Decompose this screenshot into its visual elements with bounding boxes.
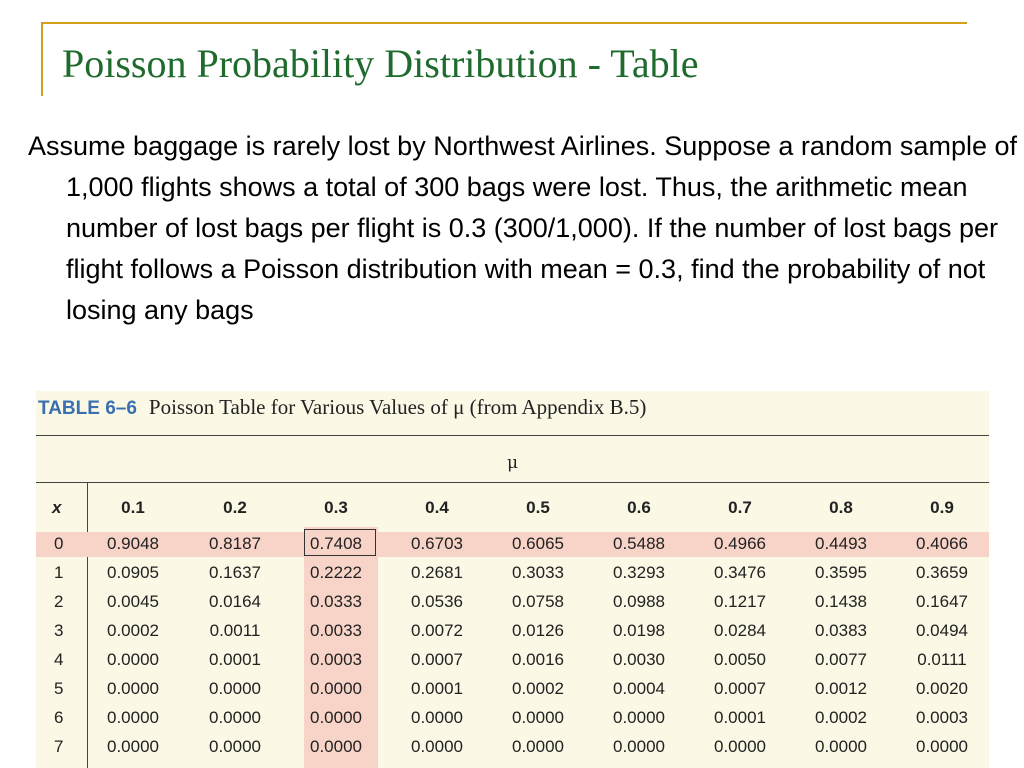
table-cell: 0.0002 xyxy=(107,621,159,640)
table-cell: 0.0020 xyxy=(916,679,968,698)
table-cell: 0.3595 xyxy=(815,563,867,582)
table-cell: 0.0000 xyxy=(310,679,362,698)
table-cell: 0.0383 xyxy=(815,621,867,640)
table-cell: 0.0000 xyxy=(209,679,261,698)
table-cell: 0.0000 xyxy=(107,708,159,727)
table-cell: 0.6703 xyxy=(411,534,463,553)
poisson-table xyxy=(36,391,989,768)
table-cell: 0.0045 xyxy=(107,592,159,611)
table-cell: 0.6065 xyxy=(512,534,564,553)
table-cell: 0.4966 xyxy=(714,534,766,553)
table-cell: 0.5488 xyxy=(613,534,665,553)
table-cell: 0.0050 xyxy=(714,650,766,669)
table-cell: 0.0000 xyxy=(107,737,159,756)
table-cell: 0.3033 xyxy=(512,563,564,582)
column-header: 0.4 xyxy=(425,498,449,517)
table-cell: 0.0072 xyxy=(411,621,463,640)
table-cell: 0.3476 xyxy=(714,563,766,582)
table-cell: 0.1438 xyxy=(815,592,867,611)
table-cell: 0.0000 xyxy=(815,737,867,756)
column-header: 0.7 xyxy=(728,498,752,517)
table-cell: 0.0077 xyxy=(815,650,867,669)
table-caption-text: Poisson Table for Various Values of μ (from Appendix B.5) xyxy=(148,395,647,419)
table-cell: 0.1647 xyxy=(916,592,968,611)
row-x-label: 1 xyxy=(54,563,64,582)
row-x-label: 3 xyxy=(54,621,64,640)
table-cell: 0.0000 xyxy=(310,737,362,756)
table-caption xyxy=(38,395,646,420)
problem-text: Assume baggage is rarely lost by Northwest Airlines. Suppose a random sample of 1,000 flights shows a total of 300 bags were lost. Thus, the arithmetic mean number of lost bags per flight is 0.3 (300/1,000). If the number of lost bags per flight follows a Poisson distribution with mean = 0.3, find the probability of not losing any bags xyxy=(28,131,1017,325)
table-cell: 0.0002 xyxy=(512,679,564,698)
table-cell: 0.0905 xyxy=(107,563,159,582)
row-x-label: 6 xyxy=(54,708,64,727)
table-cell: 0.0002 xyxy=(815,708,867,727)
table-cell: 0.0000 xyxy=(613,737,665,756)
table-cell: 0.0000 xyxy=(411,708,463,727)
table-cell: 0.0000 xyxy=(107,650,159,669)
column-header: 0.5 xyxy=(526,498,550,517)
column-header: 0.3 xyxy=(324,498,348,517)
column-header: 0.6 xyxy=(627,498,651,517)
table-cell: 0.0000 xyxy=(916,737,968,756)
table-cell: 0.0536 xyxy=(411,592,463,611)
row-x-label: 5 xyxy=(54,679,64,698)
table-cell: 0.0011 xyxy=(209,621,261,640)
table-cell: 0.8187 xyxy=(209,534,261,553)
table-cell: 0.4493 xyxy=(815,534,867,553)
table-cell: 0.0003 xyxy=(916,708,968,727)
table-cell: 0.0007 xyxy=(411,650,463,669)
slide-title: Poisson Probability Distribution - Table xyxy=(62,41,699,86)
table-cell: 0.0012 xyxy=(815,679,867,698)
table-cell: 0.0111 xyxy=(917,650,967,669)
table-cell: 0.2681 xyxy=(411,563,463,582)
table-header-rule xyxy=(36,482,989,483)
x-header: x xyxy=(52,498,62,517)
table-cell: 0.0000 xyxy=(411,737,463,756)
column-header: 0.1 xyxy=(121,498,145,517)
row-x-label: 2 xyxy=(54,592,64,611)
table-cell: 0.0494 xyxy=(916,621,968,640)
table-cell: 0.0164 xyxy=(209,592,261,611)
table-caption-label: TABLE 6–6 xyxy=(38,398,137,419)
table-cell: 0.3659 xyxy=(916,563,968,582)
table-cell: 0.1637 xyxy=(209,563,261,582)
table-cell: 0.4066 xyxy=(916,534,968,553)
table-cell: 0.0016 xyxy=(512,650,564,669)
table-cell: 0.0033 xyxy=(310,621,362,640)
table-cell: 0.0001 xyxy=(411,679,463,698)
table-cell: 0.0001 xyxy=(714,708,766,727)
row-x-label: 0 xyxy=(54,534,64,553)
table-cell: 0.0000 xyxy=(209,737,261,756)
table-cell: 0.0198 xyxy=(613,621,665,640)
table-cell: 0.0758 xyxy=(512,592,564,611)
table-cell: 0.0000 xyxy=(512,708,564,727)
table-top-rule xyxy=(36,435,989,436)
table-cell: 0.3293 xyxy=(613,563,665,582)
table-cell: 0.0000 xyxy=(209,708,261,727)
table-cell: 0.0007 xyxy=(714,679,766,698)
table-cell: 0.0988 xyxy=(613,592,665,611)
row-x-label: 4 xyxy=(54,650,64,669)
table-cell: 0.0000 xyxy=(107,679,159,698)
table-cell: 0.0001 xyxy=(209,650,261,669)
table-cell: 0.0000 xyxy=(613,708,665,727)
table-cell: 0.0003 xyxy=(310,650,362,669)
column-header: 0.9 xyxy=(930,498,954,517)
table-cell: 0.0004 xyxy=(613,679,665,698)
table-cell: 0.7408 xyxy=(310,534,362,553)
column-header: 0.8 xyxy=(829,498,853,517)
mu-header: μ xyxy=(506,453,519,473)
table-cell: 0.0000 xyxy=(310,708,362,727)
table-cell: 0.0000 xyxy=(512,737,564,756)
table-cell: 0.2222 xyxy=(310,563,362,582)
row-x-label: 7 xyxy=(54,737,64,756)
column-header: 0.2 xyxy=(223,498,247,517)
table-cell: 0.0333 xyxy=(310,592,362,611)
table-cell: 0.0126 xyxy=(512,621,564,640)
table-cell: 0.0030 xyxy=(613,650,665,669)
table-cell: 0.9048 xyxy=(107,534,159,553)
table-cell: 0.0284 xyxy=(714,621,766,640)
table-cell: 0.0000 xyxy=(714,737,766,756)
table-cell: 0.1217 xyxy=(714,592,766,611)
